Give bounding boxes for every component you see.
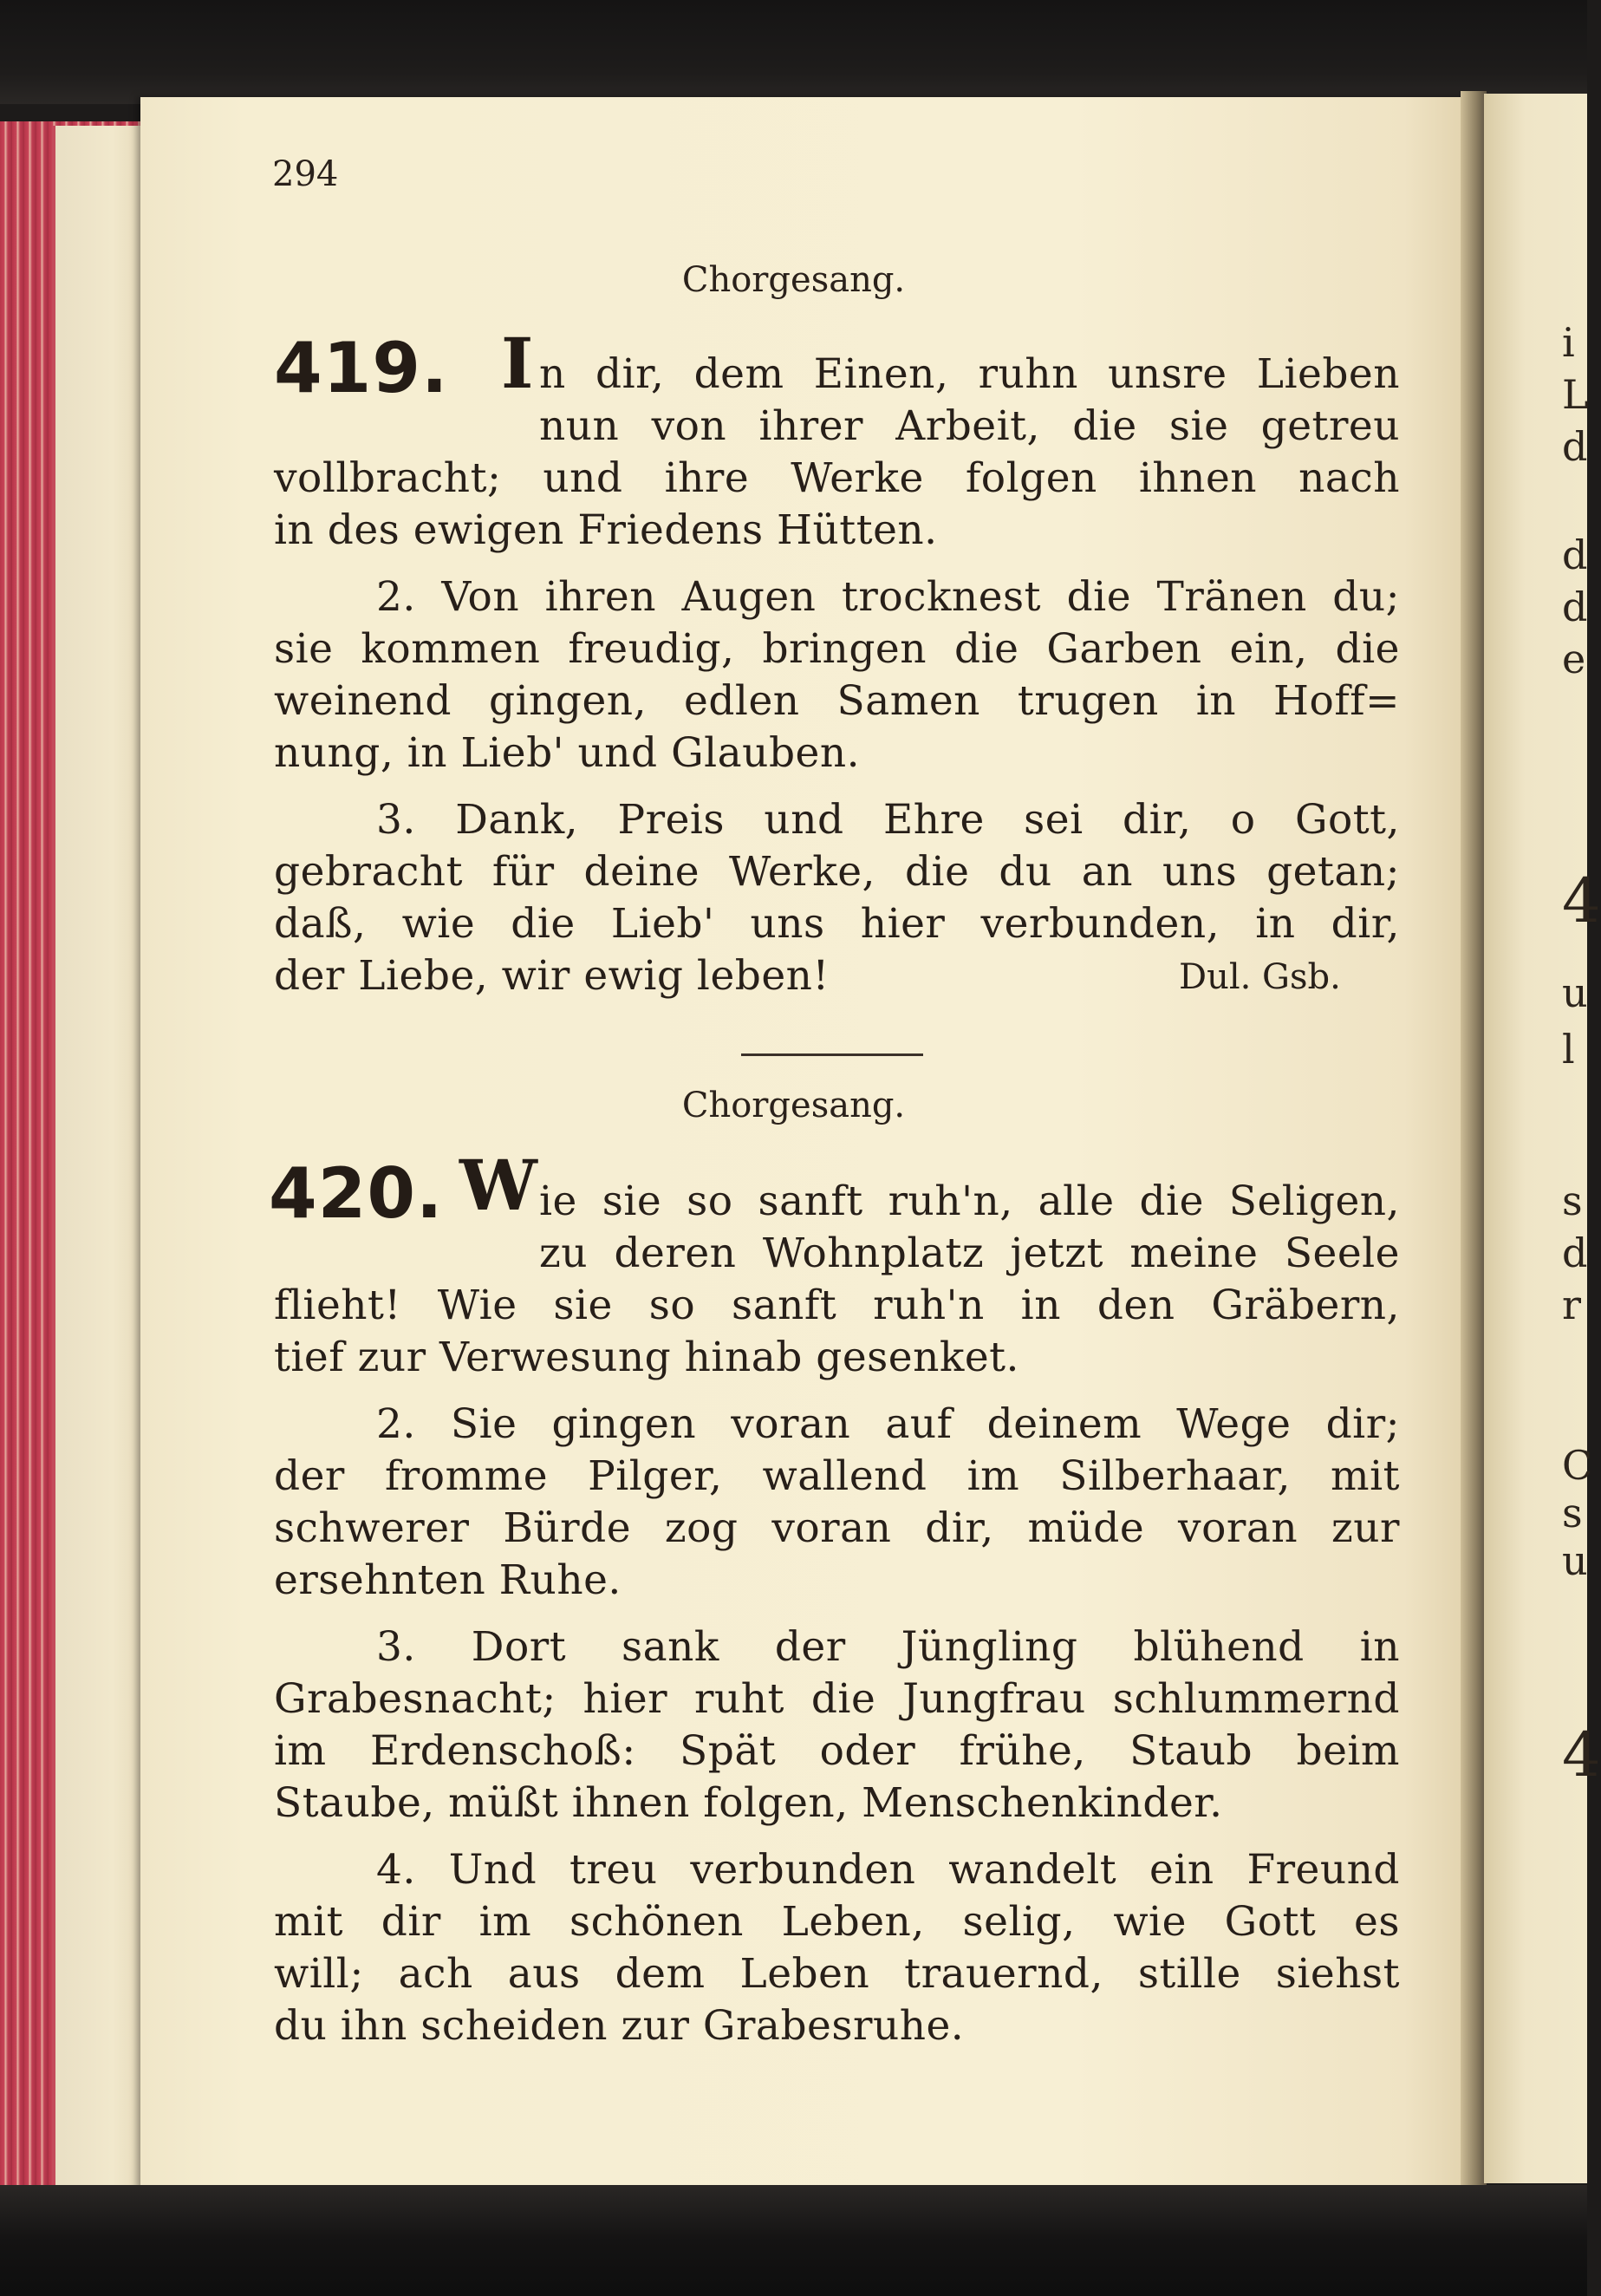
facing-page-fragment: s <box>1562 1177 1583 1224</box>
facing-page-fragment: u <box>1562 969 1588 1016</box>
verse-line: im Erdenschoß: Spät oder frühe, Staub beim <box>274 1727 1400 1775</box>
verse-line: zu deren Wohnplatz jetzt meine Seele <box>539 1230 1400 1277</box>
facing-page-fragment: u <box>1562 1537 1588 1584</box>
book-gutter <box>1461 91 1487 2198</box>
verse-line: 2. Sie gingen voran auf deinem Wege dir; <box>376 1400 1400 1448</box>
verse-line: weinend gingen, edlen Samen trugen in Hoff= <box>274 677 1400 725</box>
facing-page-fragment: s <box>1562 1490 1583 1536</box>
verse-line: sie kommen freudig, bringen die Garben ein, die <box>274 625 1400 673</box>
verse-line: flieht! Wie sie so sanft ruh'n in den Gräbern, <box>274 1282 1400 1329</box>
verse-line: Grabesnacht; hier ruht die Jungfrau schlummernd <box>274 1675 1400 1723</box>
verse-line: Staube, müßt ihnen folgen, Menschenkinder. <box>274 1779 1223 1827</box>
facing-page-fragment: L <box>1562 371 1589 418</box>
drop-initial: I <box>501 323 534 404</box>
facing-page-fragment: i <box>1562 319 1575 366</box>
facing-page-fragment: e <box>1562 636 1586 682</box>
facing-page-edge <box>1484 94 1601 2183</box>
verse-line: n dir, dem Einen, ruhn unsre Lieben <box>539 350 1400 398</box>
verse-line: nun von ihrer Arbeit, die sie getreu <box>539 402 1400 450</box>
verse-line: vollbracht; und ihre Werke folgen ihnen nach <box>274 454 1400 502</box>
verse-line: tief zur Verwesung hinab gesenket. <box>274 1334 1019 1381</box>
hymn-number: 419. <box>274 328 449 408</box>
hymn-heading: Chorgesang. <box>681 260 906 300</box>
hymn-heading: Chorgesang. <box>681 1086 906 1125</box>
verse-line: nung, in Lieb' und Glauben. <box>274 729 861 777</box>
verse-line: schwerer Bürde zog voran dir, müde voran zur <box>274 1504 1400 1552</box>
verse-line: 2. Von ihren Augen trocknest die Tränen du; <box>376 573 1400 621</box>
section-divider <box>741 1053 923 1056</box>
page-number: 294 <box>272 154 339 194</box>
verse-line: der Liebe, wir ewig leben! <box>274 952 830 1000</box>
drop-initial: W <box>459 1145 537 1226</box>
facing-page-fragment: d <box>1562 423 1588 470</box>
verse-line: der fromme Pilger, wallend im Silberhaar, mit <box>274 1452 1400 1500</box>
page-stack <box>52 126 151 2211</box>
facing-page-fragment: C <box>1562 1442 1593 1489</box>
verse-line: 4. Und treu verbunden wandelt ein Freund <box>376 1846 1400 1894</box>
verse-line: ie sie so sanft ruh'n, alle die Seligen, <box>539 1177 1400 1225</box>
verse-line: daß, wie die Lieb' uns hier verbunden, in dir, <box>274 900 1400 948</box>
scan-background-top <box>0 0 1587 104</box>
facing-page-fragment: d <box>1562 1230 1588 1276</box>
verse-line: ersehnten Ruhe. <box>274 1556 622 1604</box>
hymn-attribution: Dul. Gsb. <box>1179 957 1341 997</box>
facing-page-fragment: d <box>1562 532 1588 578</box>
verse-line: 3. Dank, Preis und Ehre sei dir, o Gott, <box>376 796 1400 844</box>
verse-line: gebracht für deine Werke, die du an uns getan; <box>274 848 1400 896</box>
facing-page-fragment: l <box>1562 1026 1575 1073</box>
verse-line: du ihn scheiden zur Grabesruhe. <box>274 2002 965 2050</box>
facing-page-fragment: r <box>1562 1282 1581 1328</box>
verse-line: will; ach aus dem Leben trauernd, stille siehst <box>274 1950 1400 1998</box>
scan-background-bottom <box>0 2185 1587 2296</box>
verse-line: in des ewigen Friedens Hütten. <box>274 506 938 554</box>
verse-line: mit dir im schönen Leben, selig, wie Gott es <box>274 1898 1400 1946</box>
facing-page-fragment: 4 <box>1562 865 1601 936</box>
facing-page-fragment: 4 <box>1562 1719 1601 1790</box>
hymn-number: 420. <box>269 1153 444 1234</box>
facing-page-fragment: d <box>1562 584 1588 630</box>
verse-line: 3. Dort sank der Jüngling blühend in <box>376 1623 1400 1671</box>
